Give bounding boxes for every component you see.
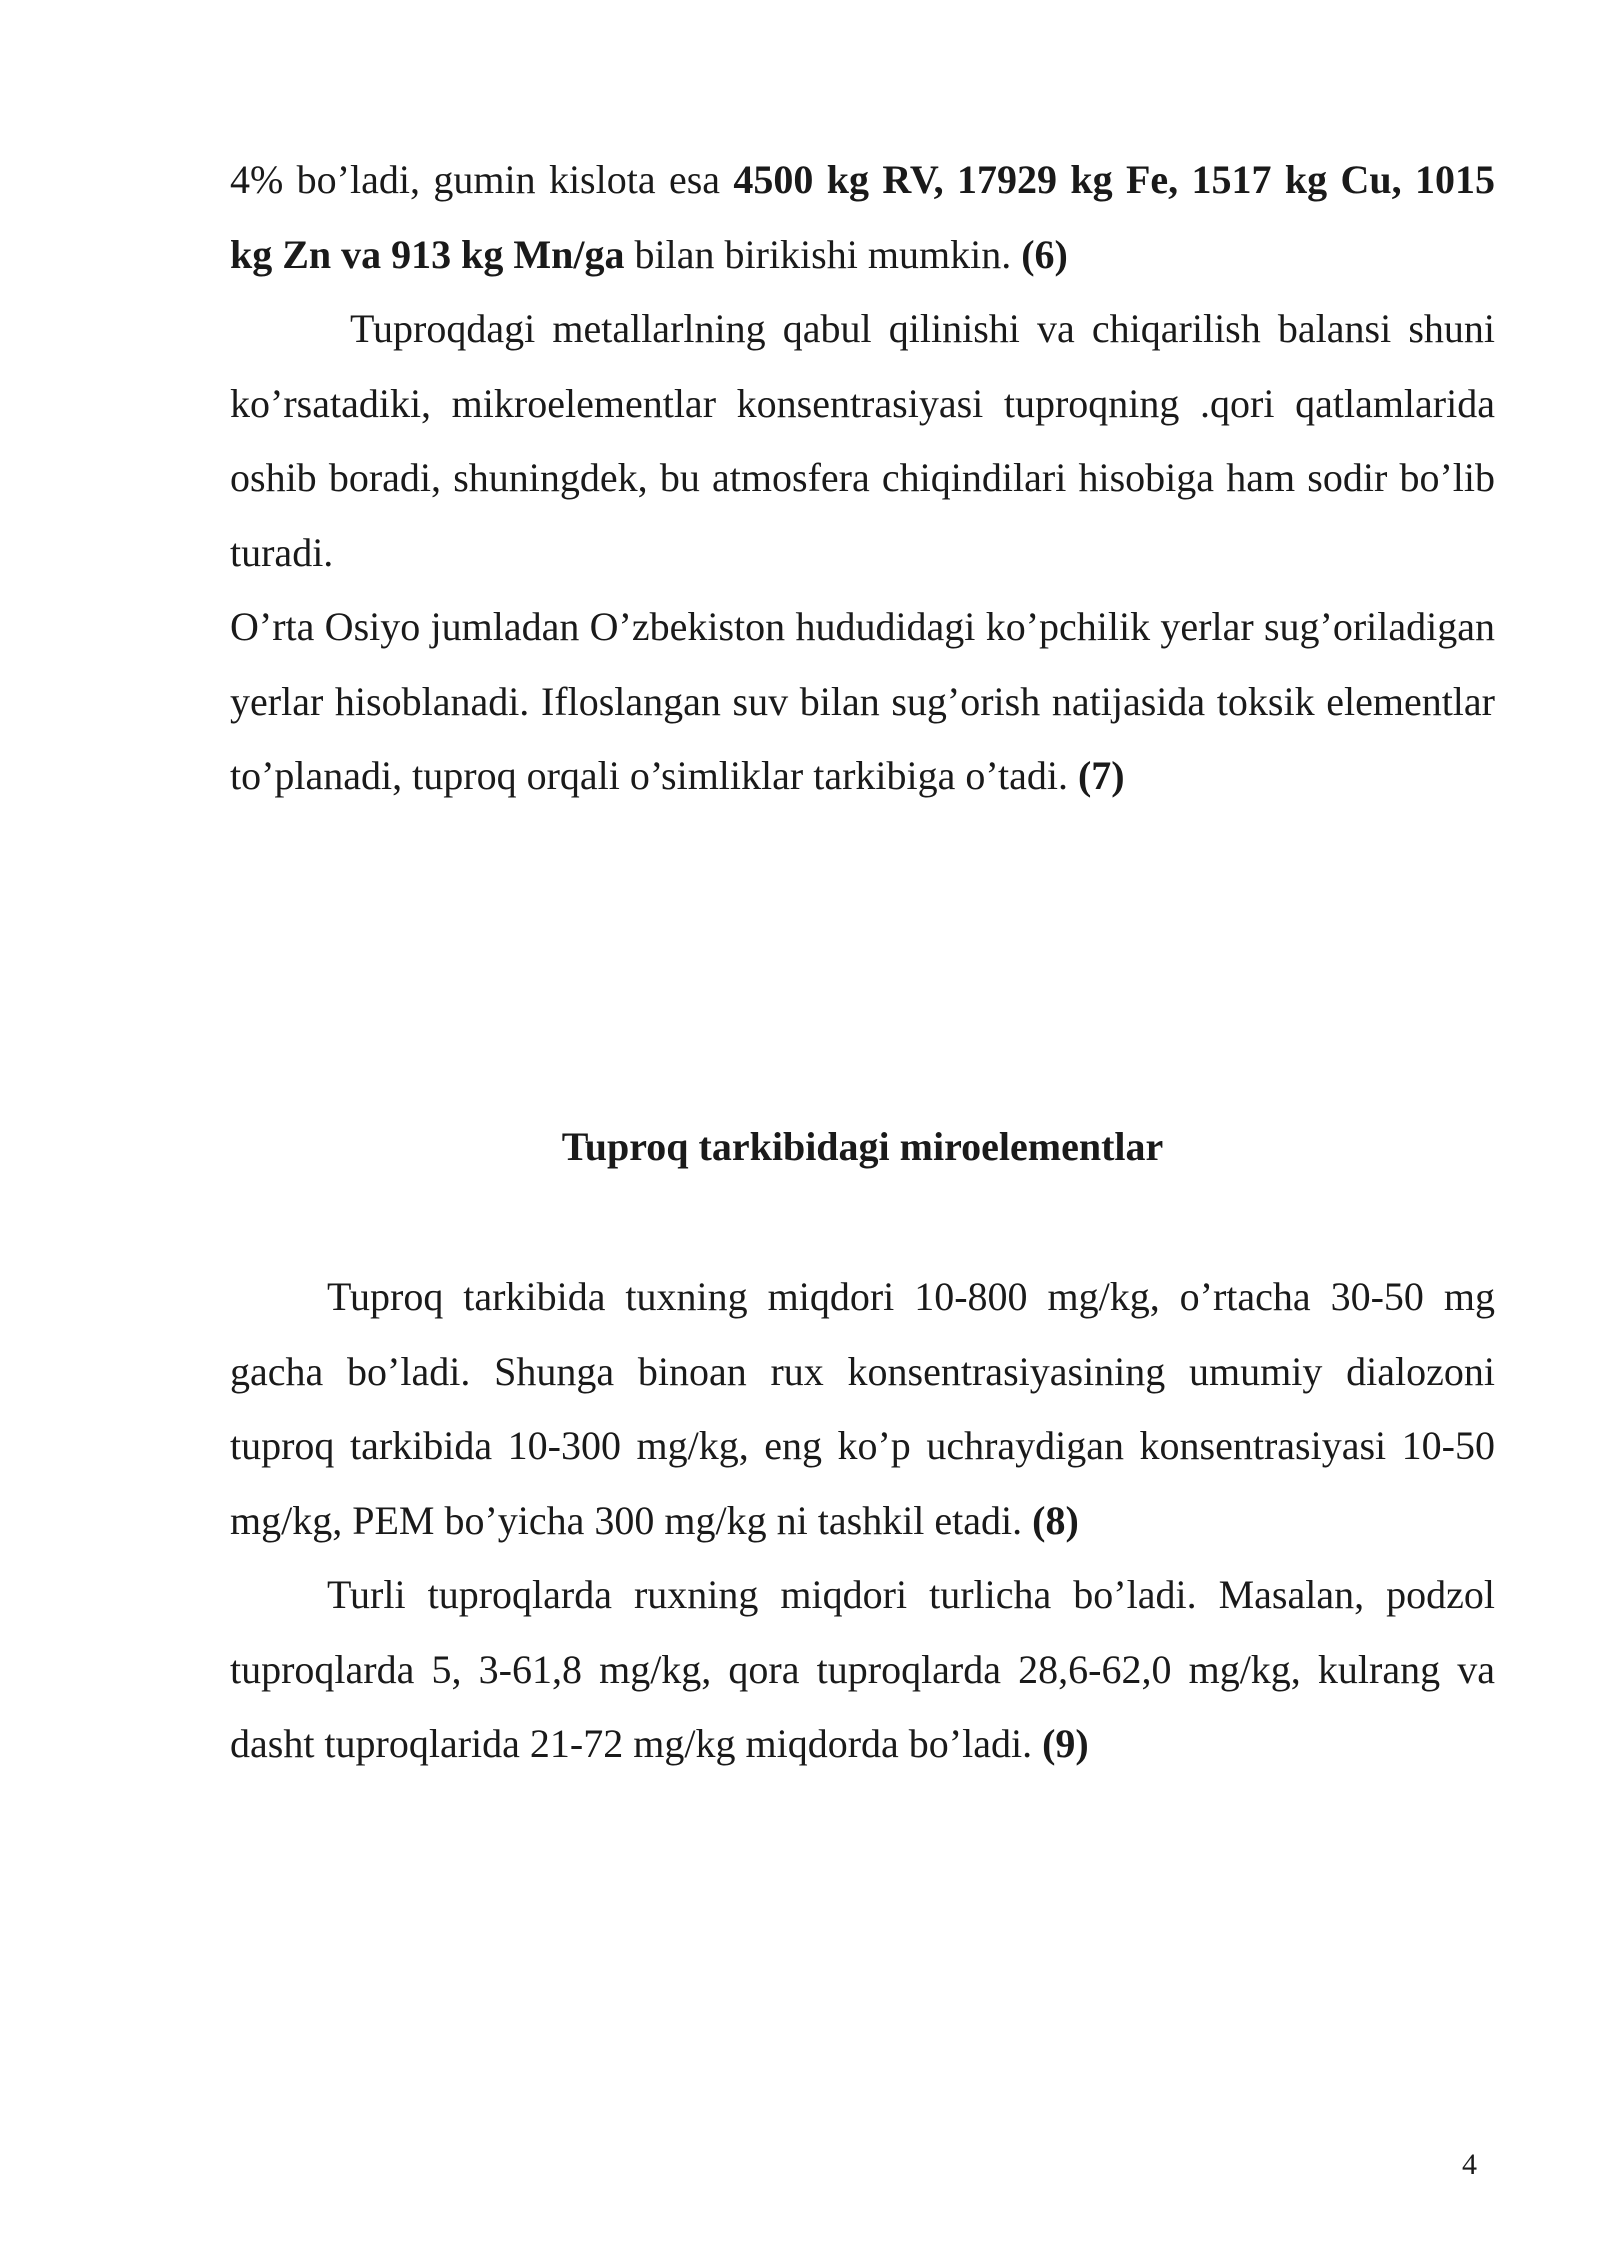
reference-8: (8) [1032,1497,1079,1543]
paragraph-3-text: O’rta Osiyo jumladan O’zbekiston hududidagi ko’pchilik yerlar sug’oriladigan yerlar hisoblanadi. Ifloslangan suv bilan sug’orish natijasida toksik elementlar to’planadi, tuproq orqali o’simliklar tarkibiga o’tadi. [230,604,1495,798]
paragraph-4-text: Tuproq tarkibida tuxning miqdori 10-800 mg/kg, o’rtacha 30-50 mg gacha bo’ladi. Shunga binoan rux konsentrasiyasining umumiy dialozoni tuproq tarkibida 10-300 mg/kg, eng ko’p uchraydigan konsentrasiyasi 10-50 mg/kg, PEM bo’yicha 300 mg/kg ni tashkil etadi. [230,1274,1495,1543]
paragraph-1-text-a: 4% bo’ladi, gumin kislota esa [230,157,734,202]
reference-7: (7) [1077,753,1125,798]
text-block-bottom [230,1260,1495,1782]
paragraph-5-text: Turli tuproqlarda ruxning miqdori turlicha bo’ladi. Masalan, podzol tuproqlarda 5, 3-61,8 mg/kg, qora tuproqlarda 28,6-62,0 mg/kg, kulrang va dasht tuproqlarida 21-72 mg/kg miqdorda bo’ladi. [230,1572,1495,1766]
section-heading: Tuproq tarkibidagi miroelementlar [561,1124,1164,1169]
text-block-top [230,143,1495,814]
paragraph-3 [230,590,1495,814]
page-number: 4 [1462,2148,1477,2181]
paragraph-4 [230,1260,1495,1558]
paragraph-1-text-b: bilan birikishi mumkin. [624,231,1022,277]
paragraph-2: Tuproqdagi metallarlning qabul qilinishi va chiqarilish balansi shuni ko’rsatadiki, mikroelementlar konsentrasiyasi tuproqning .qori qatlamlarida oshib boradi, shuningdek, bu atmosfera chiqindilari hisobiga ham sodir bo’lib turadi. [230,306,1495,575]
paragraph-1-bold: 4500 kg RV, 17929 kg Fe, 1517 kg Cu, 1015 kg Zn va 913 kg Mn/ga [230,157,1495,277]
reference-9: (9) [1042,1721,1089,1766]
paragraph-5 [230,1558,1495,1782]
paragraph-1 [230,143,1495,292]
reference-6: (6) [1021,231,1068,277]
